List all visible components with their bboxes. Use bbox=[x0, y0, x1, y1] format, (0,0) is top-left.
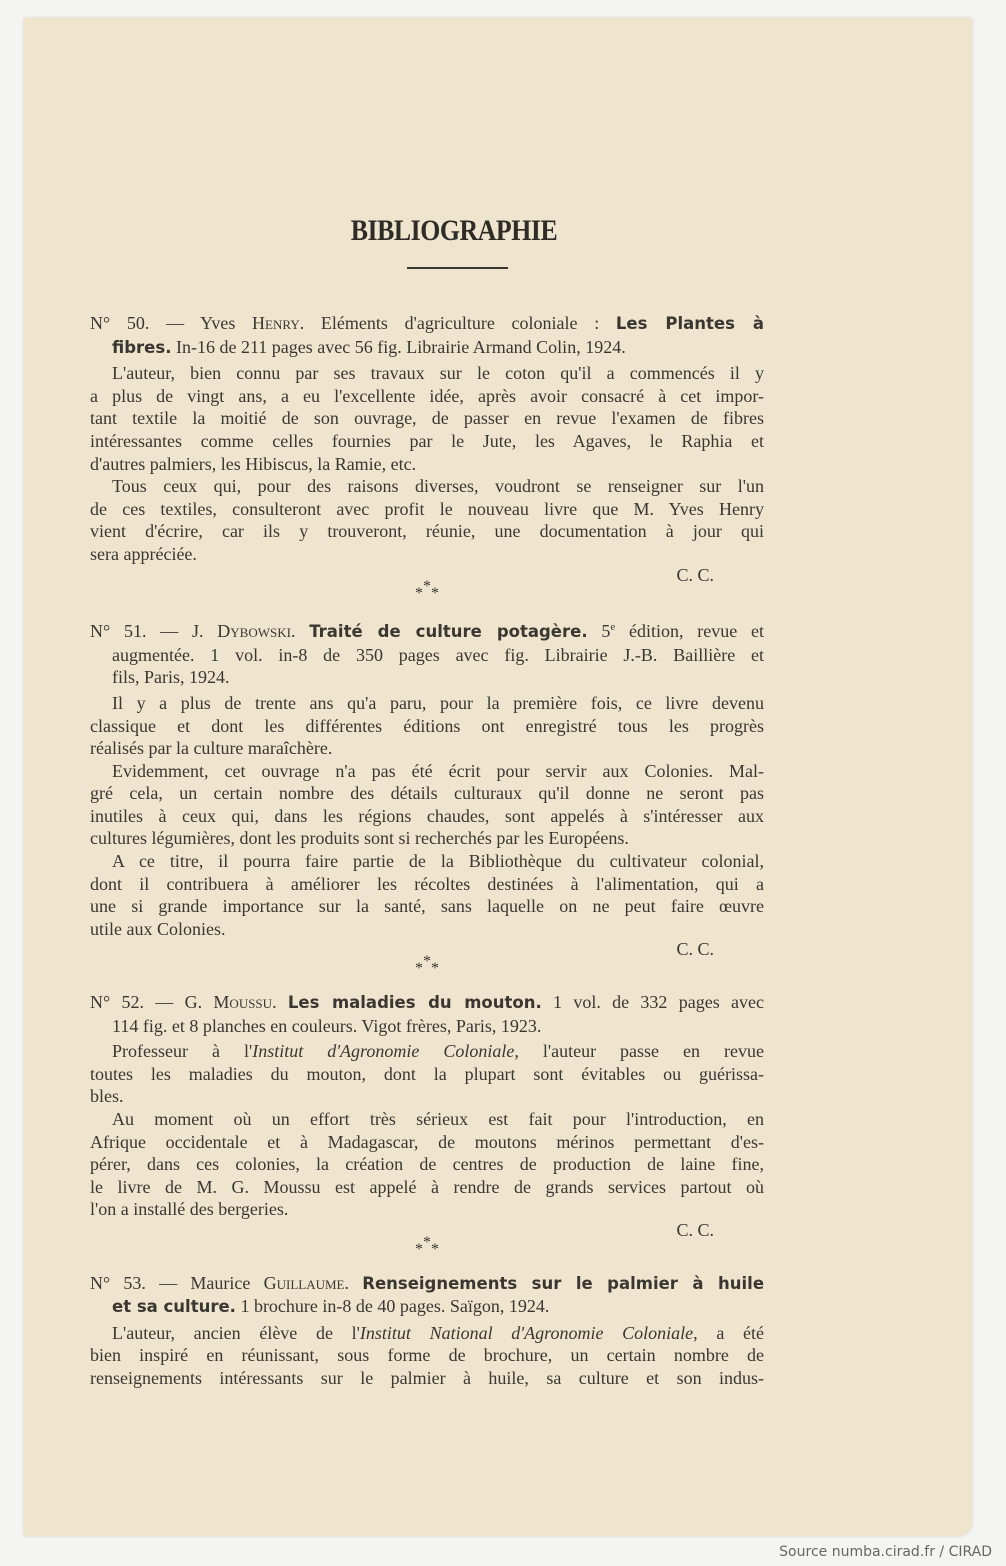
paragraph-line bbox=[90, 1085, 764, 1108]
asterisk: * bbox=[423, 578, 431, 596]
paragraph-line bbox=[90, 385, 764, 408]
paragraph-line bbox=[90, 543, 764, 566]
review-paragraph bbox=[90, 475, 764, 565]
author-name: Dybowski bbox=[217, 621, 291, 642]
bibliography-entry bbox=[90, 616, 764, 977]
text-segment: 1 vol. de 332 pages avec bbox=[541, 992, 764, 1013]
asterisk: * bbox=[431, 1240, 439, 1258]
text-segment: l'on a installé des bergeries. bbox=[90, 1199, 289, 1220]
asterism-separator bbox=[90, 1233, 764, 1258]
title-underline bbox=[407, 267, 508, 269]
heading-line bbox=[90, 1015, 764, 1038]
text-segment: bien inspiré en réunissant, sous forme de brochure, un certain nombre de bbox=[90, 1345, 764, 1366]
text-segment: d'autres palmiers, les Hibiscus, la Ramie, etc. bbox=[90, 453, 417, 474]
reviewer-signature: C. C. bbox=[676, 939, 714, 960]
paragraph-line bbox=[90, 1176, 764, 1199]
paragraph-line bbox=[90, 1344, 764, 1367]
text-segment: Il y a plus de trente ans qu'a paru, pour la première fois, ce livre devenu bbox=[112, 692, 764, 713]
text-segment: bles. bbox=[90, 1086, 124, 1107]
text-segment: Professeur à l' bbox=[112, 1041, 253, 1062]
text-segment: . bbox=[272, 992, 288, 1013]
paragraph-line bbox=[90, 715, 764, 738]
text-segment: renseignements intéressants sur le palmier à huile, sa culture et son indus- bbox=[90, 1367, 764, 1388]
text-segment: 114 fig. et 8 planches en couleurs. Vigot frères, Paris, 1923. bbox=[112, 1015, 542, 1036]
paragraph-line bbox=[90, 1367, 764, 1390]
review-paragraph bbox=[90, 1322, 764, 1390]
text-segment: toutes les maladies du mouton, dont la plupart sont évitables ou guérissa- bbox=[90, 1063, 764, 1084]
text-segment: Afrique occidentale et à Madagascar, de moutons mérinos permettant d'es- bbox=[90, 1131, 764, 1152]
bibliography-entry bbox=[90, 1272, 764, 1390]
paragraph-line bbox=[90, 430, 764, 453]
review-paragraph bbox=[90, 1040, 764, 1108]
paragraph-line bbox=[90, 453, 764, 476]
paragraph-line bbox=[90, 520, 764, 543]
asterisk: * bbox=[423, 1233, 431, 1251]
text-segment: a plus de vingt ans, a eu l'excellente idée, après avoir consacré à cet impor- bbox=[90, 385, 764, 406]
reviewer-signature: C. C. bbox=[676, 1219, 714, 1240]
entry-heading bbox=[90, 312, 764, 359]
review-paragraph bbox=[90, 760, 764, 850]
asterism-separator bbox=[90, 578, 764, 603]
paragraph-line bbox=[90, 827, 764, 850]
heading-line bbox=[90, 616, 764, 644]
text-segment: cultures légumières, dont les produits sont si recherchés par les Européens. bbox=[90, 828, 629, 849]
paragraph-line bbox=[90, 895, 764, 918]
text-segment: . bbox=[290, 621, 310, 642]
paragraph-line bbox=[90, 475, 764, 498]
heading-line bbox=[90, 644, 764, 667]
entry-heading bbox=[90, 991, 764, 1037]
book-title: Renseignements sur le palmier à huile bbox=[362, 1273, 765, 1293]
author-name: Guillaume bbox=[263, 1272, 345, 1293]
book-title: Traité de culture potagère. bbox=[309, 622, 588, 642]
source-credit: Source numba.cirad.fr / CIRAD bbox=[779, 1544, 992, 1560]
text-segment: tant textile la moitié de son ouvrage, de passer en revue l'examen de fibres bbox=[90, 408, 764, 429]
text-segment: Evidemment, cet ouvrage n'a pas été écrit pour servir aux Colonies. Mal- bbox=[112, 760, 764, 781]
heading-line bbox=[90, 666, 764, 689]
review-paragraph bbox=[90, 850, 764, 940]
paragraph-line bbox=[90, 1063, 764, 1086]
asterisk: * bbox=[415, 585, 423, 603]
text-segment: A ce titre, il pourra faire partie de la Bibliothèque du cultivateur colonial, bbox=[112, 851, 764, 872]
text-segment: L'auteur, ancien élève de l' bbox=[112, 1322, 360, 1343]
heading-line bbox=[90, 336, 764, 360]
heading-line bbox=[90, 312, 764, 336]
text-segment: Tous ceux qui, pour des raisons diverses, voudront se renseigner sur l'un bbox=[112, 476, 764, 497]
text-segment: . Eléments d'agriculture coloniale : bbox=[299, 313, 616, 333]
paragraph-line bbox=[90, 850, 764, 873]
heading-line bbox=[90, 1272, 764, 1296]
paragraph-line bbox=[90, 918, 764, 941]
paragraph-line bbox=[90, 1040, 764, 1063]
review-paragraph bbox=[90, 1108, 764, 1221]
paragraph-line bbox=[90, 498, 764, 521]
paragraph-line bbox=[90, 1198, 764, 1221]
paragraph-line bbox=[90, 805, 764, 828]
text-segment: dont il contribuera à améliorer les récoltes destinées à l'alimentation, qui a bbox=[90, 873, 764, 894]
italic-text: Institut d'Agronomie Coloniale bbox=[252, 1041, 515, 1062]
paragraph-line bbox=[90, 362, 764, 385]
paragraph-line bbox=[90, 692, 764, 715]
paragraph-line bbox=[90, 1153, 764, 1176]
book-title: fibres. bbox=[112, 337, 172, 357]
text-segment: gré cela, un certain nombre des détails culturaux qu'il donne ne seront pas bbox=[90, 783, 764, 804]
text-segment: vient d'écrire, car ils y trouveront, réunie, une documentation à jour qui bbox=[90, 521, 764, 542]
author-name: Henry bbox=[252, 313, 300, 333]
text-segment: sera appréciée. bbox=[90, 543, 197, 564]
text-segment: augmentée. 1 vol. in-8 de 350 pages avec fig. Librairie J.-B. Baillière et bbox=[112, 644, 764, 665]
book-title: Les Plantes à bbox=[615, 314, 764, 333]
paragraph-line bbox=[90, 1131, 764, 1154]
paragraph-line bbox=[90, 1322, 764, 1345]
text-segment: utile aux Colonies. bbox=[90, 918, 226, 939]
paragraph-line bbox=[90, 407, 764, 430]
text-segment: In-16 de 211 pages avec 56 fig. Librairie Armand Colin, 1924. bbox=[171, 336, 626, 357]
asterisk: * bbox=[415, 960, 423, 978]
asterisk: * bbox=[431, 585, 439, 603]
bibliography-entry bbox=[90, 312, 764, 602]
text-segment: inutiles à ceux qui, dans les régions chaudes, sont appelés à s'intéresser aux bbox=[90, 805, 764, 826]
paragraph-line bbox=[90, 737, 764, 760]
text-segment: fils, Paris, 1924. bbox=[112, 667, 230, 688]
asterisk: * bbox=[415, 1240, 423, 1258]
text-segment: une si grande importance sur la santé, sans laquelle on ne peut faire œuvre bbox=[90, 896, 764, 917]
review-paragraph bbox=[90, 362, 764, 475]
text-segment: N° 52. — G. bbox=[90, 992, 214, 1013]
bibliography-list bbox=[90, 312, 764, 1390]
text-segment: . bbox=[344, 1272, 363, 1293]
text-segment: pérer, dans ces colonies, la création de centres de production de laine fine, bbox=[90, 1154, 764, 1175]
text-segment: classique et dont les différentes éditions ont enregistré tous les progrès bbox=[90, 715, 764, 736]
asterisk: * bbox=[423, 953, 431, 971]
heading-line bbox=[90, 1295, 764, 1319]
text-segment: intéressantes comme celles fournies par le Jute, les Agaves, le Raphia et bbox=[90, 430, 764, 451]
text-segment: L'auteur, bien connu par ses travaux sur le coton qu'il a commencés il y bbox=[112, 363, 764, 384]
text-segment: , l'auteur passe en revue bbox=[514, 1041, 764, 1062]
paragraph-line bbox=[90, 782, 764, 805]
entry-heading bbox=[90, 1272, 764, 1319]
author-name: Moussu bbox=[213, 992, 273, 1013]
paragraph-line bbox=[90, 873, 764, 896]
asterisk: * bbox=[431, 960, 439, 978]
text-segment: réalisés par la culture maraîchère. bbox=[90, 738, 333, 759]
page-title: BIBLIOGRAPHIE bbox=[350, 214, 558, 247]
paragraph-line bbox=[90, 1108, 764, 1131]
book-title: Les maladies du mouton. bbox=[287, 993, 542, 1013]
text-segment: N° 50. — Yves bbox=[90, 313, 253, 333]
reviewer-signature: C. C. bbox=[676, 564, 714, 585]
review-paragraph bbox=[90, 692, 764, 760]
bibliography-entry bbox=[90, 991, 764, 1258]
text-segment: 1 brochure in-8 de 40 pages. Saïgon, 1924. bbox=[235, 1296, 550, 1317]
italic-text: Institut National d'Agronomie Coloniale bbox=[359, 1322, 694, 1343]
paragraph-line bbox=[90, 760, 764, 783]
text-segment: , a été bbox=[693, 1322, 764, 1343]
text-segment: de ces textiles, consulteront avec profit le nouveau livre que M. Yves Henry bbox=[90, 498, 764, 519]
text-segment: Au moment où un effort très sérieux est fait pour l'introduction, en bbox=[112, 1109, 764, 1129]
book-title: et sa culture. bbox=[112, 1297, 236, 1317]
entry-heading bbox=[90, 616, 764, 689]
text-segment: N° 53. — Maurice bbox=[90, 1272, 264, 1293]
asterism-separator bbox=[90, 953, 764, 978]
heading-line bbox=[90, 991, 764, 1015]
text-segment: le livre de M. G. Moussu est appelé à rendre de grands services partout où bbox=[90, 1176, 764, 1197]
text-segment: 5e édition, revue et bbox=[587, 621, 764, 642]
text-segment: N° 51. — J. bbox=[90, 621, 218, 642]
